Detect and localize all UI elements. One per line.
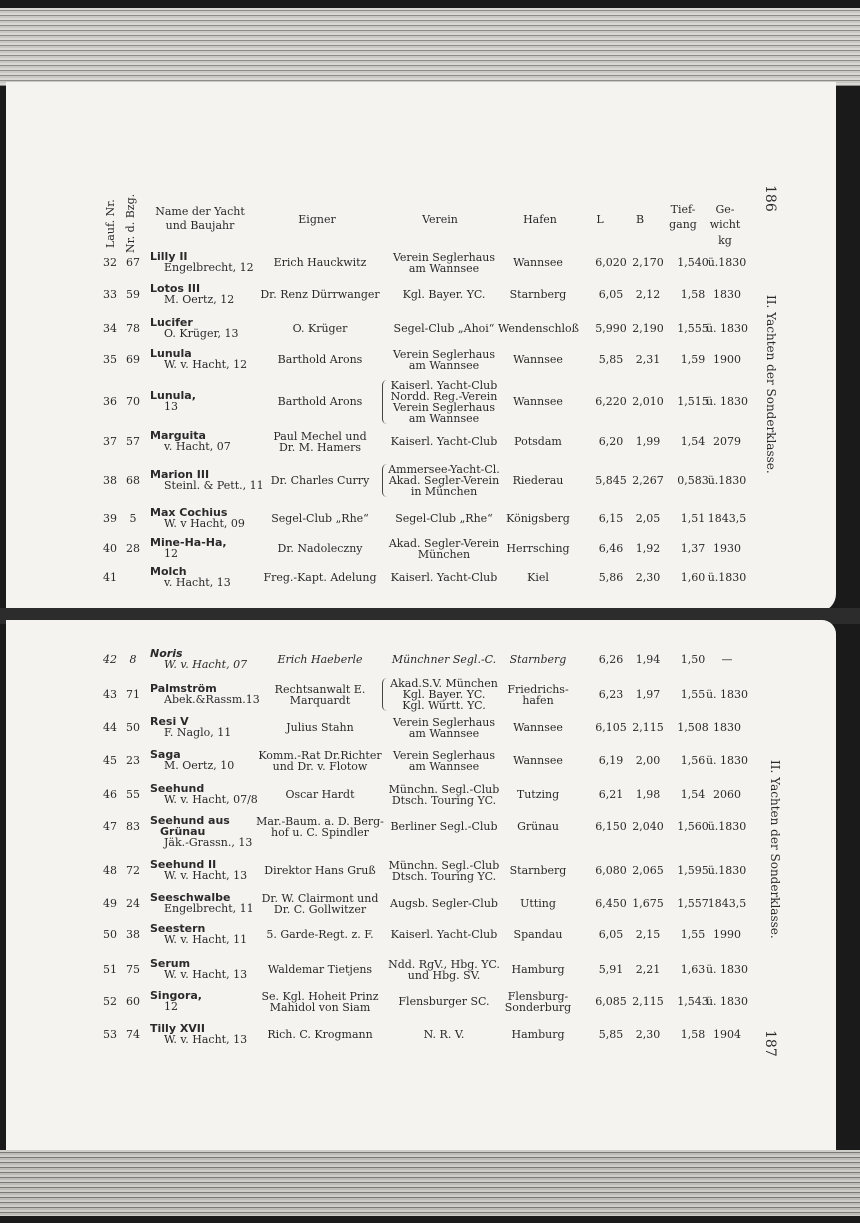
length-l: 5,85 <box>598 353 624 366</box>
beam-b: 2,12 <box>635 288 661 301</box>
builder-year: v. Hacht, 13 <box>164 576 231 589</box>
length-l: 6,20 <box>598 435 624 448</box>
lauf-nr: 52 <box>103 995 117 1008</box>
draft: 1,58 <box>680 288 706 301</box>
owner: hof u. C. Spindler <box>271 825 369 839</box>
lauf-nr: 38 <box>103 474 117 487</box>
harbor: Kiel <box>527 571 549 584</box>
draft: 1,540 <box>677 256 709 269</box>
weight: 1830 <box>713 721 741 734</box>
length-l: 6,21 <box>598 788 624 801</box>
weight: ü. 1830 <box>705 754 749 767</box>
harbor: Wannsee <box>513 353 563 366</box>
beam-b: 1,94 <box>635 653 661 666</box>
draft: 1,50 <box>680 653 706 666</box>
lauf-nr: 35 <box>103 353 117 366</box>
yacht-name: Lilly II <box>150 250 188 263</box>
club: Dtsch. Touring YC. <box>391 869 497 883</box>
club: Kgl. Württ. YC. <box>402 699 486 712</box>
bzg-nr: 28 <box>126 542 140 555</box>
length-l: 6,085 <box>595 995 627 1008</box>
club: Akad. Segler-Verein <box>388 474 500 487</box>
lauf-nr: 47 <box>103 820 117 833</box>
lauf-nr: 49 <box>103 897 117 910</box>
club: und Hbg. SV. <box>407 968 481 982</box>
club: Münchn. Segl.-Club <box>388 858 500 872</box>
weight: 1900 <box>713 353 741 366</box>
beam-b: 1,98 <box>635 788 661 801</box>
harbor: Utting <box>520 897 556 910</box>
owner: Dr. Charles Curry <box>270 474 370 487</box>
weight: ü. 1830 <box>705 963 749 976</box>
builder-year: Abek.&Rassm.13 <box>164 693 260 706</box>
lauf-nr: 33 <box>103 288 117 301</box>
lauf-nr: 36 <box>103 395 117 408</box>
running-title-top: II. Yachten der Sonderklasse. <box>764 295 778 474</box>
owner: 5. Garde-Regt. z. F. <box>266 928 374 941</box>
owner: und Dr. v. Flotow <box>272 759 368 773</box>
yacht-name: Noris <box>150 647 183 660</box>
club: in München <box>410 485 478 498</box>
owner: Paul Mechel und <box>273 429 367 443</box>
club: am Wannsee <box>408 411 480 425</box>
harbor: Potsdam <box>514 435 562 448</box>
lauf-nr: 44 <box>103 721 117 734</box>
builder-year: Engelbrecht, 11 <box>164 902 254 915</box>
draft: 1,55 <box>680 688 706 701</box>
bzg-nr: 83 <box>126 820 140 833</box>
beam-b: 2,30 <box>635 1028 661 1041</box>
builder-year: W. v Hacht, 09 <box>164 517 245 530</box>
harbor: Hamburg <box>511 1028 565 1041</box>
bzg-nr: 57 <box>126 435 140 448</box>
lauf-nr: 53 <box>103 1028 117 1041</box>
page-number-186: 186 <box>762 185 778 212</box>
club: Kaiserl. Yacht-Club <box>390 571 498 584</box>
bzg-nr: 23 <box>126 754 140 767</box>
draft: 1,58 <box>680 1028 706 1041</box>
owner: Mar.-Baum. a. D. Berg- <box>256 814 384 828</box>
builder-year: W. v. Hacht, 13 <box>164 869 248 882</box>
draft: 0,583 <box>677 474 709 487</box>
page-number-187: 187 <box>762 1030 778 1057</box>
builder-year: F. Naglo, 11 <box>164 726 232 739</box>
gewicht-header-2: wicht <box>709 218 741 231</box>
builder-year: W. v. Hacht, 07/8 <box>164 793 258 806</box>
draft: 1,555 <box>677 322 709 335</box>
draft: 1,508 <box>677 721 709 734</box>
beam-b: 2,15 <box>635 928 661 941</box>
owner: Oscar Hardt <box>285 788 355 801</box>
harbor: Wannsee <box>513 256 563 269</box>
draft: 1,56 <box>680 754 706 767</box>
bzg-nr: 72 <box>126 864 140 877</box>
harbor: Sonderburg <box>504 1000 572 1014</box>
builder-year: W. v. Hacht, 13 <box>164 1033 248 1046</box>
beam-b: 2,065 <box>632 864 664 877</box>
weight: — <box>721 653 733 666</box>
beam-b: 1,675 <box>632 897 664 910</box>
club: Berliner Segl.-Club <box>390 820 498 833</box>
lauf-nr: 50 <box>103 928 117 941</box>
draft: 1,51 <box>680 512 706 525</box>
lauf-nr: 37 <box>103 435 117 448</box>
beam-b: 2,115 <box>632 995 664 1008</box>
draft: 1,543 <box>677 995 709 1008</box>
harbor: Flensburg- <box>507 989 569 1003</box>
lauf-nr-header: Lauf. Nr. <box>104 199 117 248</box>
length-l: 6,05 <box>598 928 624 941</box>
yacht-name: Seeschwalbe <box>150 891 231 904</box>
yacht-name: Lunula, <box>150 389 196 402</box>
owner: Julius Stahn <box>286 721 354 734</box>
beam-b: 2,115 <box>632 721 664 734</box>
name-header-2: und Baujahr <box>165 219 235 232</box>
draft: 1,595 <box>677 864 709 877</box>
owner: O. Krüger <box>292 322 348 335</box>
club: Verein Seglerhaus <box>392 400 496 414</box>
weight: ü.1830 <box>707 571 747 584</box>
weight: ü. 1830 <box>705 995 749 1008</box>
builder-year: v. Hacht, 07 <box>164 440 231 453</box>
club: Nordd. Reg.-Verein <box>390 389 498 403</box>
bzg-nr: 55 <box>126 788 140 801</box>
eigner-header: Eigner <box>298 213 336 226</box>
owner: Rechtsanwalt E. <box>274 682 366 696</box>
lauf-nr: 34 <box>103 322 117 335</box>
yacht-name: Lunula <box>150 347 192 360</box>
club: Münchn. Segl.-Club <box>388 782 500 796</box>
club: Verein Seglerhaus <box>392 748 496 762</box>
owner: Segel-Club „Rhe“ <box>271 512 369 525</box>
owner: Waldemar Tietjens <box>267 963 373 976</box>
club: am Wannsee <box>408 759 480 773</box>
bzg-nr: 70 <box>126 395 140 408</box>
draft: 1,59 <box>680 353 706 366</box>
builder-year: M. Oertz, 12 <box>164 293 235 306</box>
beam-b: 2,190 <box>632 322 664 335</box>
owner: Marquardt <box>289 693 351 707</box>
lauf-nr: 32 <box>103 256 117 269</box>
owner: Dr. M. Hamers <box>278 440 362 454</box>
bzg-nr: 38 <box>126 928 140 941</box>
book-top-page-edges <box>0 8 860 86</box>
bzg-nr: 59 <box>126 288 140 301</box>
club: am Wannsee <box>408 261 480 275</box>
owner: Erich Haeberle <box>277 653 363 666</box>
draft: 1,37 <box>680 542 706 555</box>
name-header-1: Name der Yacht <box>155 205 245 218</box>
yacht-name: Mine-Ha-Ha, <box>150 536 227 549</box>
weight: ü.1830 <box>707 820 747 833</box>
length-l: 6,19 <box>598 754 624 767</box>
harbor: Starnberg <box>509 288 567 301</box>
club: München <box>417 547 471 561</box>
yacht-name: Tilly XVII <box>150 1022 205 1035</box>
bzg-nr: 75 <box>126 963 140 976</box>
yacht-name: Molch <box>150 565 187 578</box>
length-l: 6,220 <box>595 395 627 408</box>
owner: Barthold Arons <box>277 353 363 366</box>
club: am Wannsee <box>408 358 480 372</box>
length-l: 5,85 <box>598 1028 624 1041</box>
harbor: Wannsee <box>513 754 563 767</box>
harbor: Starnberg <box>509 864 567 877</box>
harbor: Friedrichs- <box>507 682 569 696</box>
owner: Direktor Hans Gruß <box>264 864 376 877</box>
page-186 <box>6 82 836 612</box>
yacht-name-2: Grünau <box>160 825 206 838</box>
owner: Mahidol von Siam <box>269 1000 371 1014</box>
weight: 1990 <box>713 928 741 941</box>
beam-b: 2,170 <box>632 256 664 269</box>
bzg-nr: 8 <box>129 653 137 666</box>
b-header: B <box>635 213 645 226</box>
owner: Dr. Renz Dürrwanger <box>260 288 380 301</box>
club: Ndd. RgV., Hbg. YC. <box>388 957 500 971</box>
builder-year: O. Krüger, 13 <box>164 327 239 340</box>
bzg-nr: 67 <box>126 256 140 269</box>
club: Segel-Club „Ahoi“ <box>393 322 495 335</box>
club: Augsb. Segler-Club <box>390 897 498 910</box>
length-l: 6,020 <box>595 256 627 269</box>
lauf-nr: 40 <box>103 542 117 555</box>
club: Kaiserl. Yacht-Club <box>390 928 498 941</box>
club: Akad. Segler-Verein <box>388 536 500 550</box>
lauf-nr: 51 <box>103 963 117 976</box>
bzg-nr: 74 <box>126 1028 140 1041</box>
beam-b: 2,30 <box>635 571 661 584</box>
yacht-name: Seehund aus <box>150 814 230 827</box>
length-l: 5,990 <box>595 322 627 335</box>
bzg-nr: 5 <box>129 512 137 525</box>
weight: ü.1830 <box>707 256 747 269</box>
lauf-nr: 42 <box>103 653 117 666</box>
builder-year: W. v. Hacht, 11 <box>164 933 248 946</box>
l-header: L <box>596 213 604 226</box>
book-bottom-page-edges <box>0 1150 860 1216</box>
yacht-name: Marguita <box>150 429 206 442</box>
club: Verein Seglerhaus <box>392 347 496 361</box>
harbor: Wannsee <box>513 721 563 734</box>
beam-b: 1,99 <box>635 435 661 448</box>
club: Kgl. Bayer. YC. <box>402 688 486 701</box>
bzg-nr: 24 <box>126 897 140 910</box>
harbor: Grünau <box>517 820 559 833</box>
builder-year: Engelbrecht, 12 <box>164 261 254 274</box>
gewicht-header-1: Ge- <box>715 203 735 216</box>
length-l: 6,080 <box>595 864 627 877</box>
club: Ammersee-Yacht-Cl. <box>388 463 500 476</box>
owner: Erich Hauckwitz <box>273 256 367 269</box>
bzg-nr: 69 <box>126 353 140 366</box>
draft: 1,557 <box>677 897 709 910</box>
harbor: Herrsching <box>506 542 570 555</box>
weight: 1830 <box>713 288 741 301</box>
weight: ü. 1830 <box>705 395 749 408</box>
yacht-name: Serum <box>150 957 191 970</box>
weight: 2079 <box>713 435 741 448</box>
length-l: 6,23 <box>598 688 624 701</box>
beam-b: 2,040 <box>632 820 664 833</box>
bzg-nr: 78 <box>126 322 140 335</box>
club: am Wannsee <box>408 726 480 740</box>
harbor: Wendenschloß <box>498 322 580 335</box>
draft: 1,60 <box>680 571 706 584</box>
builder-year: M. Oertz, 10 <box>164 759 235 772</box>
weight: 1904 <box>713 1028 741 1041</box>
length-l: 6,26 <box>598 653 624 666</box>
yacht-name: Seehund II <box>150 858 217 871</box>
club: Kaiserl. Yacht-Club <box>390 435 498 448</box>
harbor: Wannsee <box>513 395 563 408</box>
lauf-nr: 43 <box>103 688 117 701</box>
length-l: 6,15 <box>598 512 624 525</box>
draft: 1,55 <box>680 928 706 941</box>
bzg-nr-header: Nr. d. Bzg. <box>124 193 137 253</box>
beam-b: 2,267 <box>632 474 664 487</box>
yacht-name: Lotos III <box>150 282 201 295</box>
bzg-nr: 60 <box>126 995 140 1008</box>
lauf-nr: 48 <box>103 864 117 877</box>
weight: ü.1830 <box>707 474 747 487</box>
gewicht-header-3: kg <box>718 234 732 247</box>
lauf-nr: 41 <box>103 571 117 584</box>
club-brace <box>382 464 387 497</box>
length-l: 6,105 <box>595 721 627 734</box>
club: Flensburger SC. <box>398 995 490 1008</box>
harbor: Starnberg <box>509 653 567 666</box>
tiefgang-header-1: Tief- <box>670 203 696 216</box>
yacht-name: Palmström <box>150 682 217 695</box>
beam-b: 2,21 <box>635 963 661 976</box>
verein-header: Verein <box>422 213 458 226</box>
beam-b: 1,97 <box>635 688 661 701</box>
beam-b: 2,010 <box>632 395 664 408</box>
yacht-name: Seestern <box>150 922 206 935</box>
bzg-nr: 50 <box>126 721 140 734</box>
beam-b: 1,92 <box>635 542 661 555</box>
draft: 1,54 <box>680 788 706 801</box>
club: Dtsch. Touring YC. <box>391 793 497 807</box>
club: Kaiserl. Yacht-Club <box>390 378 498 392</box>
length-l: 5,86 <box>598 571 624 584</box>
weight: 1843,5 <box>707 512 747 525</box>
yacht-name: Resi V <box>150 715 189 728</box>
lauf-nr: 45 <box>103 754 117 767</box>
weight: 1843,5 <box>707 897 747 910</box>
running-title-bottom: II. Yachten der Sonderklasse. <box>768 760 782 939</box>
builder-year: Steinl. & Pett., 11 <box>164 479 264 492</box>
owner: Barthold Arons <box>277 395 363 408</box>
owner: Se. Kgl. Hoheit Prinz <box>261 989 379 1003</box>
yacht-name: Singora, <box>150 989 202 1002</box>
club-brace <box>382 678 387 711</box>
tiefgang-header-2: gang <box>669 218 697 231</box>
lauf-nr: 46 <box>103 788 117 801</box>
builder-year: 12 <box>164 547 178 560</box>
harbor: Spandau <box>513 928 563 941</box>
owner: Dr. W. Clairmont und <box>261 891 379 905</box>
draft: 1,63 <box>680 963 706 976</box>
yacht-name: Max Cochius <box>150 506 228 519</box>
length-l: 6,05 <box>598 288 624 301</box>
bzg-nr: 71 <box>126 688 140 701</box>
weight: 2060 <box>713 788 741 801</box>
harbor: hafen <box>522 693 554 707</box>
club-brace <box>382 380 387 424</box>
builder-year: 12 <box>164 1000 178 1013</box>
length-l: 6,150 <box>595 820 627 833</box>
club: Verein Seglerhaus <box>392 250 496 264</box>
bzg-nr: 68 <box>126 474 140 487</box>
lauf-nr: 39 <box>103 512 117 525</box>
length-l: 5,91 <box>598 963 624 976</box>
yacht-name: Seehund <box>150 782 205 795</box>
builder-year: W. v. Hacht, 13 <box>164 968 248 981</box>
builder-year: 13 <box>164 400 178 413</box>
weight: ü. 1830 <box>705 688 749 701</box>
length-l: 6,46 <box>598 542 624 555</box>
yacht-name: Marion III <box>150 468 210 481</box>
harbor: Hamburg <box>511 963 565 976</box>
owner: Freg.-Kapt. Adelung <box>263 571 377 584</box>
length-l: 6,450 <box>595 897 627 910</box>
owner: Rich. C. Krogmann <box>267 1028 373 1041</box>
beam-b: 2,05 <box>635 512 661 525</box>
harbor: Tutzing <box>516 788 560 801</box>
harbor: Königsberg <box>506 512 570 525</box>
harbor: Riederau <box>512 474 564 487</box>
club: Kgl. Bayer. YC. <box>402 288 486 301</box>
club: Akad.S.V. München <box>390 677 498 690</box>
weight: ü. 1830 <box>705 322 749 335</box>
hafen-header: Hafen <box>523 213 557 226</box>
owner: Dr. Nadoleczny <box>277 542 363 555</box>
draft: 1,54 <box>680 435 706 448</box>
builder-year: W. v. Hacht, 12 <box>164 358 248 371</box>
owner: Komm.-Rat Dr.Richter <box>258 748 382 762</box>
builder-year: Jäk.-Grassn., 13 <box>164 836 253 849</box>
club: Münchner Segl.-C. <box>391 653 497 666</box>
beam-b: 2,00 <box>635 754 661 767</box>
draft: 1,560 <box>677 820 709 833</box>
builder-year: W. v. Hacht, 07 <box>164 658 248 671</box>
club: Verein Seglerhaus <box>392 715 496 729</box>
yacht-name: Saga <box>150 748 181 761</box>
beam-b: 2,31 <box>635 353 661 366</box>
length-l: 5,845 <box>595 474 627 487</box>
weight: 1930 <box>713 542 741 555</box>
club: N. R. V. <box>423 1028 465 1041</box>
yacht-name: Lucifer <box>150 316 193 329</box>
owner: Dr. C. Gollwitzer <box>273 902 367 916</box>
weight: ü.1830 <box>707 864 747 877</box>
draft: 1,515 <box>677 395 709 408</box>
club: Segel-Club „Rhe“ <box>395 512 493 525</box>
